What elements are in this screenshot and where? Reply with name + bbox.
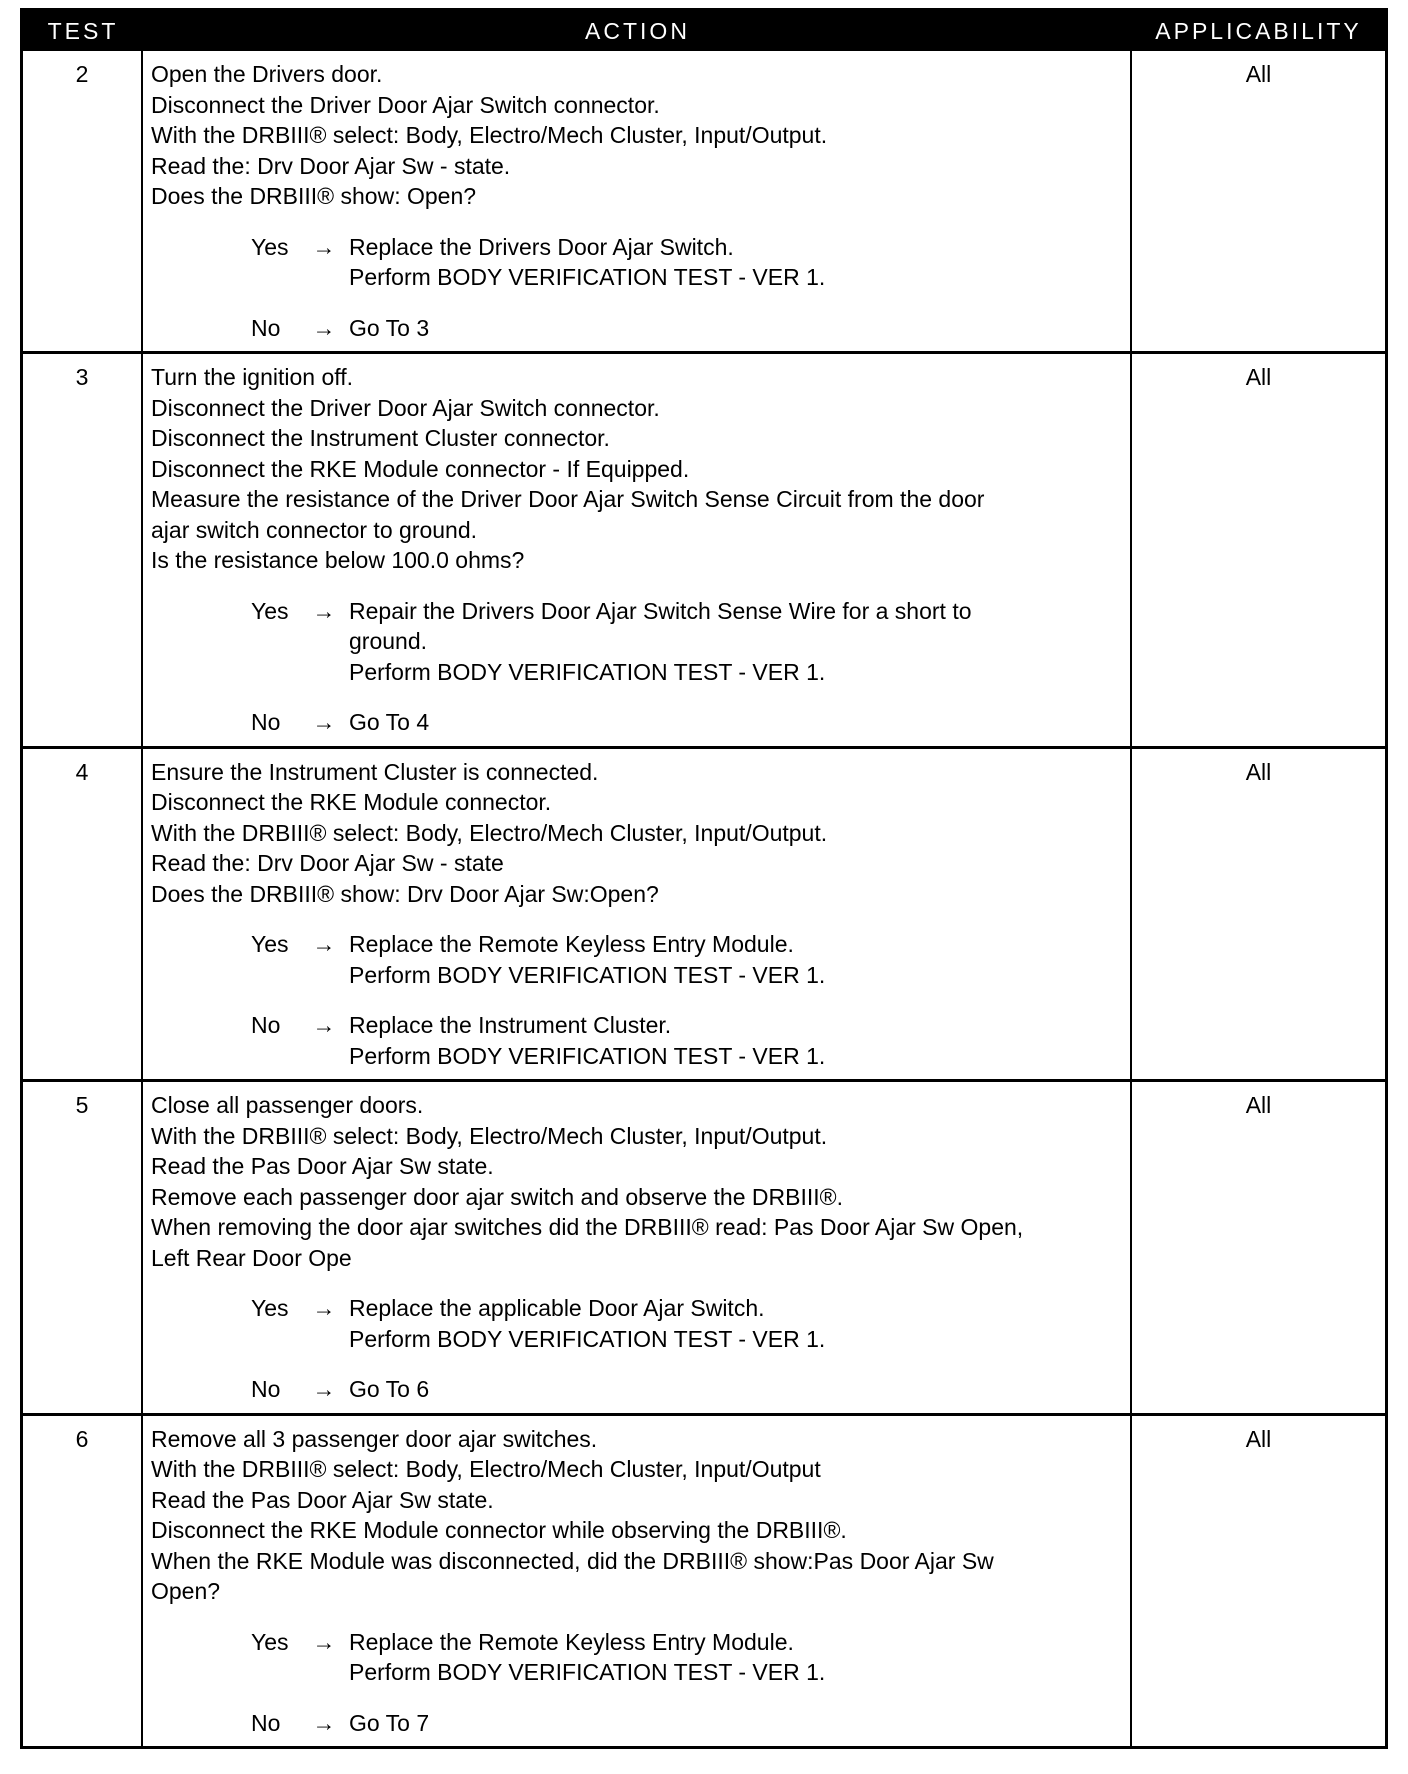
yes-label: Yes	[251, 597, 289, 624]
yes-label: Yes	[251, 1628, 289, 1655]
spacer	[151, 576, 1124, 596]
table-row	[23, 746, 1385, 1080]
yes-answer	[251, 1627, 1124, 1688]
action-line: Read the Pas Door Ajar Sw state.	[151, 1153, 494, 1179]
no-answer	[251, 707, 1124, 738]
action-line: With the DRBIII® select: Body, Electro/Mech Cluster, Input/Output.	[151, 819, 828, 846]
spacer	[151, 293, 1124, 313]
result-line: Replace the applicable Door Ajar Switch.	[349, 1295, 765, 1321]
result-line: Perform BODY VERIFICATION TEST - VER 1.	[349, 658, 826, 685]
no-answer	[251, 1708, 1124, 1739]
spacer	[151, 1688, 1124, 1708]
result-line: Perform BODY VERIFICATION TEST - VER 1.	[349, 1042, 826, 1069]
result-line: Perform BODY VERIFICATION TEST - VER 1.	[349, 1659, 826, 1685]
action-cell	[143, 1416, 1132, 1747]
arrow-right-icon: →	[312, 233, 336, 260]
no-result	[349, 707, 1124, 738]
no-result	[349, 1708, 1124, 1739]
table-row	[23, 351, 1385, 746]
action-line: Does the DRBIII® show: Drv Door Ajar Sw:Open?	[151, 880, 659, 907]
result-line: ground.	[349, 628, 428, 654]
yes-answer	[251, 596, 1124, 688]
result-line: Go To 7	[349, 1709, 430, 1736]
no-result	[349, 313, 1124, 344]
table-row	[23, 1079, 1385, 1413]
table-row	[23, 51, 1385, 351]
test-number: 6	[23, 1416, 143, 1747]
spacer	[151, 687, 1124, 707]
result-line: Perform BODY VERIFICATION TEST - VER 1.	[349, 264, 826, 290]
action-line: Close all passenger doors.	[151, 1092, 424, 1118]
action-line: Measure the resistance of the Driver Door Ajar Switch Sense Circuit from the door	[151, 486, 985, 512]
no-answer	[251, 313, 1124, 344]
spacer	[151, 1354, 1124, 1374]
yes-result	[349, 232, 1124, 293]
spacer	[151, 990, 1124, 1010]
action-line: Disconnect the RKE Module connector while observing the DRBIII®.	[151, 1517, 847, 1543]
spacer	[151, 1607, 1124, 1627]
yes-answer	[251, 929, 1124, 990]
action-line: Remove each passenger door ajar switch and observe the DRBIII®.	[151, 1183, 843, 1210]
action-line: Is the resistance below 100.0 ohms?	[151, 547, 525, 573]
action-line: Open the Drivers door.	[151, 61, 383, 87]
arrow-right-icon: →	[312, 597, 336, 624]
action-line: Turn the ignition off.	[151, 364, 354, 390]
action-line: Left Rear Door Ope	[151, 1244, 352, 1271]
action-line: Disconnect the RKE Module connector - If Equipped.	[151, 455, 690, 482]
action-line: Remove all 3 passenger door ajar switches.	[151, 1425, 598, 1452]
result-line: Replace the Instrument Cluster.	[349, 1012, 672, 1038]
arrow-right-icon: →	[312, 1012, 336, 1038]
table-body	[23, 51, 1385, 1746]
yes-answer	[251, 1293, 1124, 1354]
result-line: Perform BODY VERIFICATION TEST - VER 1.	[349, 961, 826, 988]
table-header	[23, 11, 1385, 51]
spacer	[151, 212, 1124, 232]
no-label: No	[251, 1376, 281, 1402]
no-label: No	[251, 1709, 281, 1736]
action-line: ajar switch connector to ground.	[151, 516, 478, 543]
arrow-right-icon: →	[312, 1376, 336, 1402]
action-line: When removing the door ajar switches did the DRBIII® read: Pas Door Ajar Sw Open,	[151, 1214, 1024, 1240]
applicability-cell: All	[1245, 1092, 1272, 1118]
action-line: With the DRBIII® select: Body, Electro/Mech Cluster, Input/Output.	[151, 122, 828, 148]
action-line: Read the: Drv Door Ajar Sw - state	[151, 850, 504, 876]
result-line: Replace the Remote Keyless Entry Module.	[349, 931, 794, 957]
result-line: Go To 6	[349, 1376, 430, 1402]
action-cell	[143, 749, 1132, 1080]
spacer	[151, 1273, 1124, 1293]
yes-label: Yes	[251, 233, 289, 260]
applicability-cell: All	[1245, 61, 1272, 87]
arrow-right-icon: →	[312, 931, 336, 957]
yes-answer	[251, 232, 1124, 293]
header-action: ACTION	[585, 17, 690, 44]
action-cell	[143, 51, 1132, 351]
action-line: Disconnect the Instrument Cluster connector.	[151, 425, 610, 451]
table-row	[23, 1413, 1385, 1747]
test-number: 2	[23, 51, 143, 351]
header-test: TEST	[47, 17, 119, 44]
no-label: No	[251, 709, 281, 735]
no-result	[349, 1010, 1124, 1071]
yes-result	[349, 929, 1124, 990]
no-label: No	[251, 1012, 281, 1038]
applicability-cell: All	[1245, 364, 1272, 390]
arrow-right-icon: →	[312, 1709, 336, 1736]
yes-label: Yes	[251, 931, 289, 957]
result-line: Replace the Drivers Door Ajar Switch.	[349, 233, 734, 260]
arrow-right-icon: →	[312, 709, 336, 735]
result-line: Perform BODY VERIFICATION TEST - VER 1.	[349, 1325, 826, 1352]
header-applicability: APPLICABILITY	[1155, 17, 1362, 44]
result-line: Go To 4	[349, 709, 430, 735]
arrow-right-icon: →	[312, 1295, 336, 1321]
action-line: Open?	[151, 1578, 221, 1604]
test-number: 5	[23, 1082, 143, 1413]
yes-result	[349, 1293, 1124, 1354]
spacer	[151, 909, 1124, 929]
result-line: Repair the Drivers Door Ajar Switch Sense Wire for a short to	[349, 597, 972, 624]
yes-label: Yes	[251, 1295, 289, 1321]
test-number: 3	[23, 354, 143, 746]
action-cell	[143, 354, 1132, 746]
yes-result	[349, 1627, 1124, 1688]
action-line: Ensure the Instrument Cluster is connected.	[151, 758, 599, 785]
action-line: Disconnect the Driver Door Ajar Switch connector.	[151, 91, 660, 118]
action-line: With the DRBIII® select: Body, Electro/Mech Cluster, Input/Output	[151, 1456, 821, 1482]
applicability-cell: All	[1245, 758, 1272, 785]
result-line: Go To 3	[349, 314, 430, 341]
applicability-cell: All	[1245, 1425, 1272, 1452]
arrow-right-icon: →	[312, 314, 336, 341]
no-answer	[251, 1374, 1124, 1405]
action-line: When the RKE Module was disconnected, did the DRBIII® show:Pas Door Ajar Sw	[151, 1547, 994, 1574]
action-line: Disconnect the RKE Module connector.	[151, 789, 552, 815]
action-line: Read the Pas Door Ajar Sw state.	[151, 1486, 494, 1513]
no-result	[349, 1374, 1124, 1405]
diagnostic-table	[20, 8, 1388, 1749]
action-line: With the DRBIII® select: Body, Electro/Mech Cluster, Input/Output.	[151, 1122, 828, 1149]
action-line: Read the: Drv Door Ajar Sw - state.	[151, 152, 511, 179]
action-line: Disconnect the Driver Door Ajar Switch connector.	[151, 394, 660, 421]
arrow-right-icon: →	[312, 1628, 336, 1655]
no-answer	[251, 1010, 1124, 1071]
result-line: Replace the Remote Keyless Entry Module.	[349, 1628, 794, 1655]
yes-result	[349, 596, 1124, 688]
no-label: No	[251, 314, 281, 341]
test-number: 4	[23, 749, 143, 1080]
action-cell	[143, 1082, 1132, 1413]
action-line: Does the DRBIII® show: Open?	[151, 183, 477, 209]
